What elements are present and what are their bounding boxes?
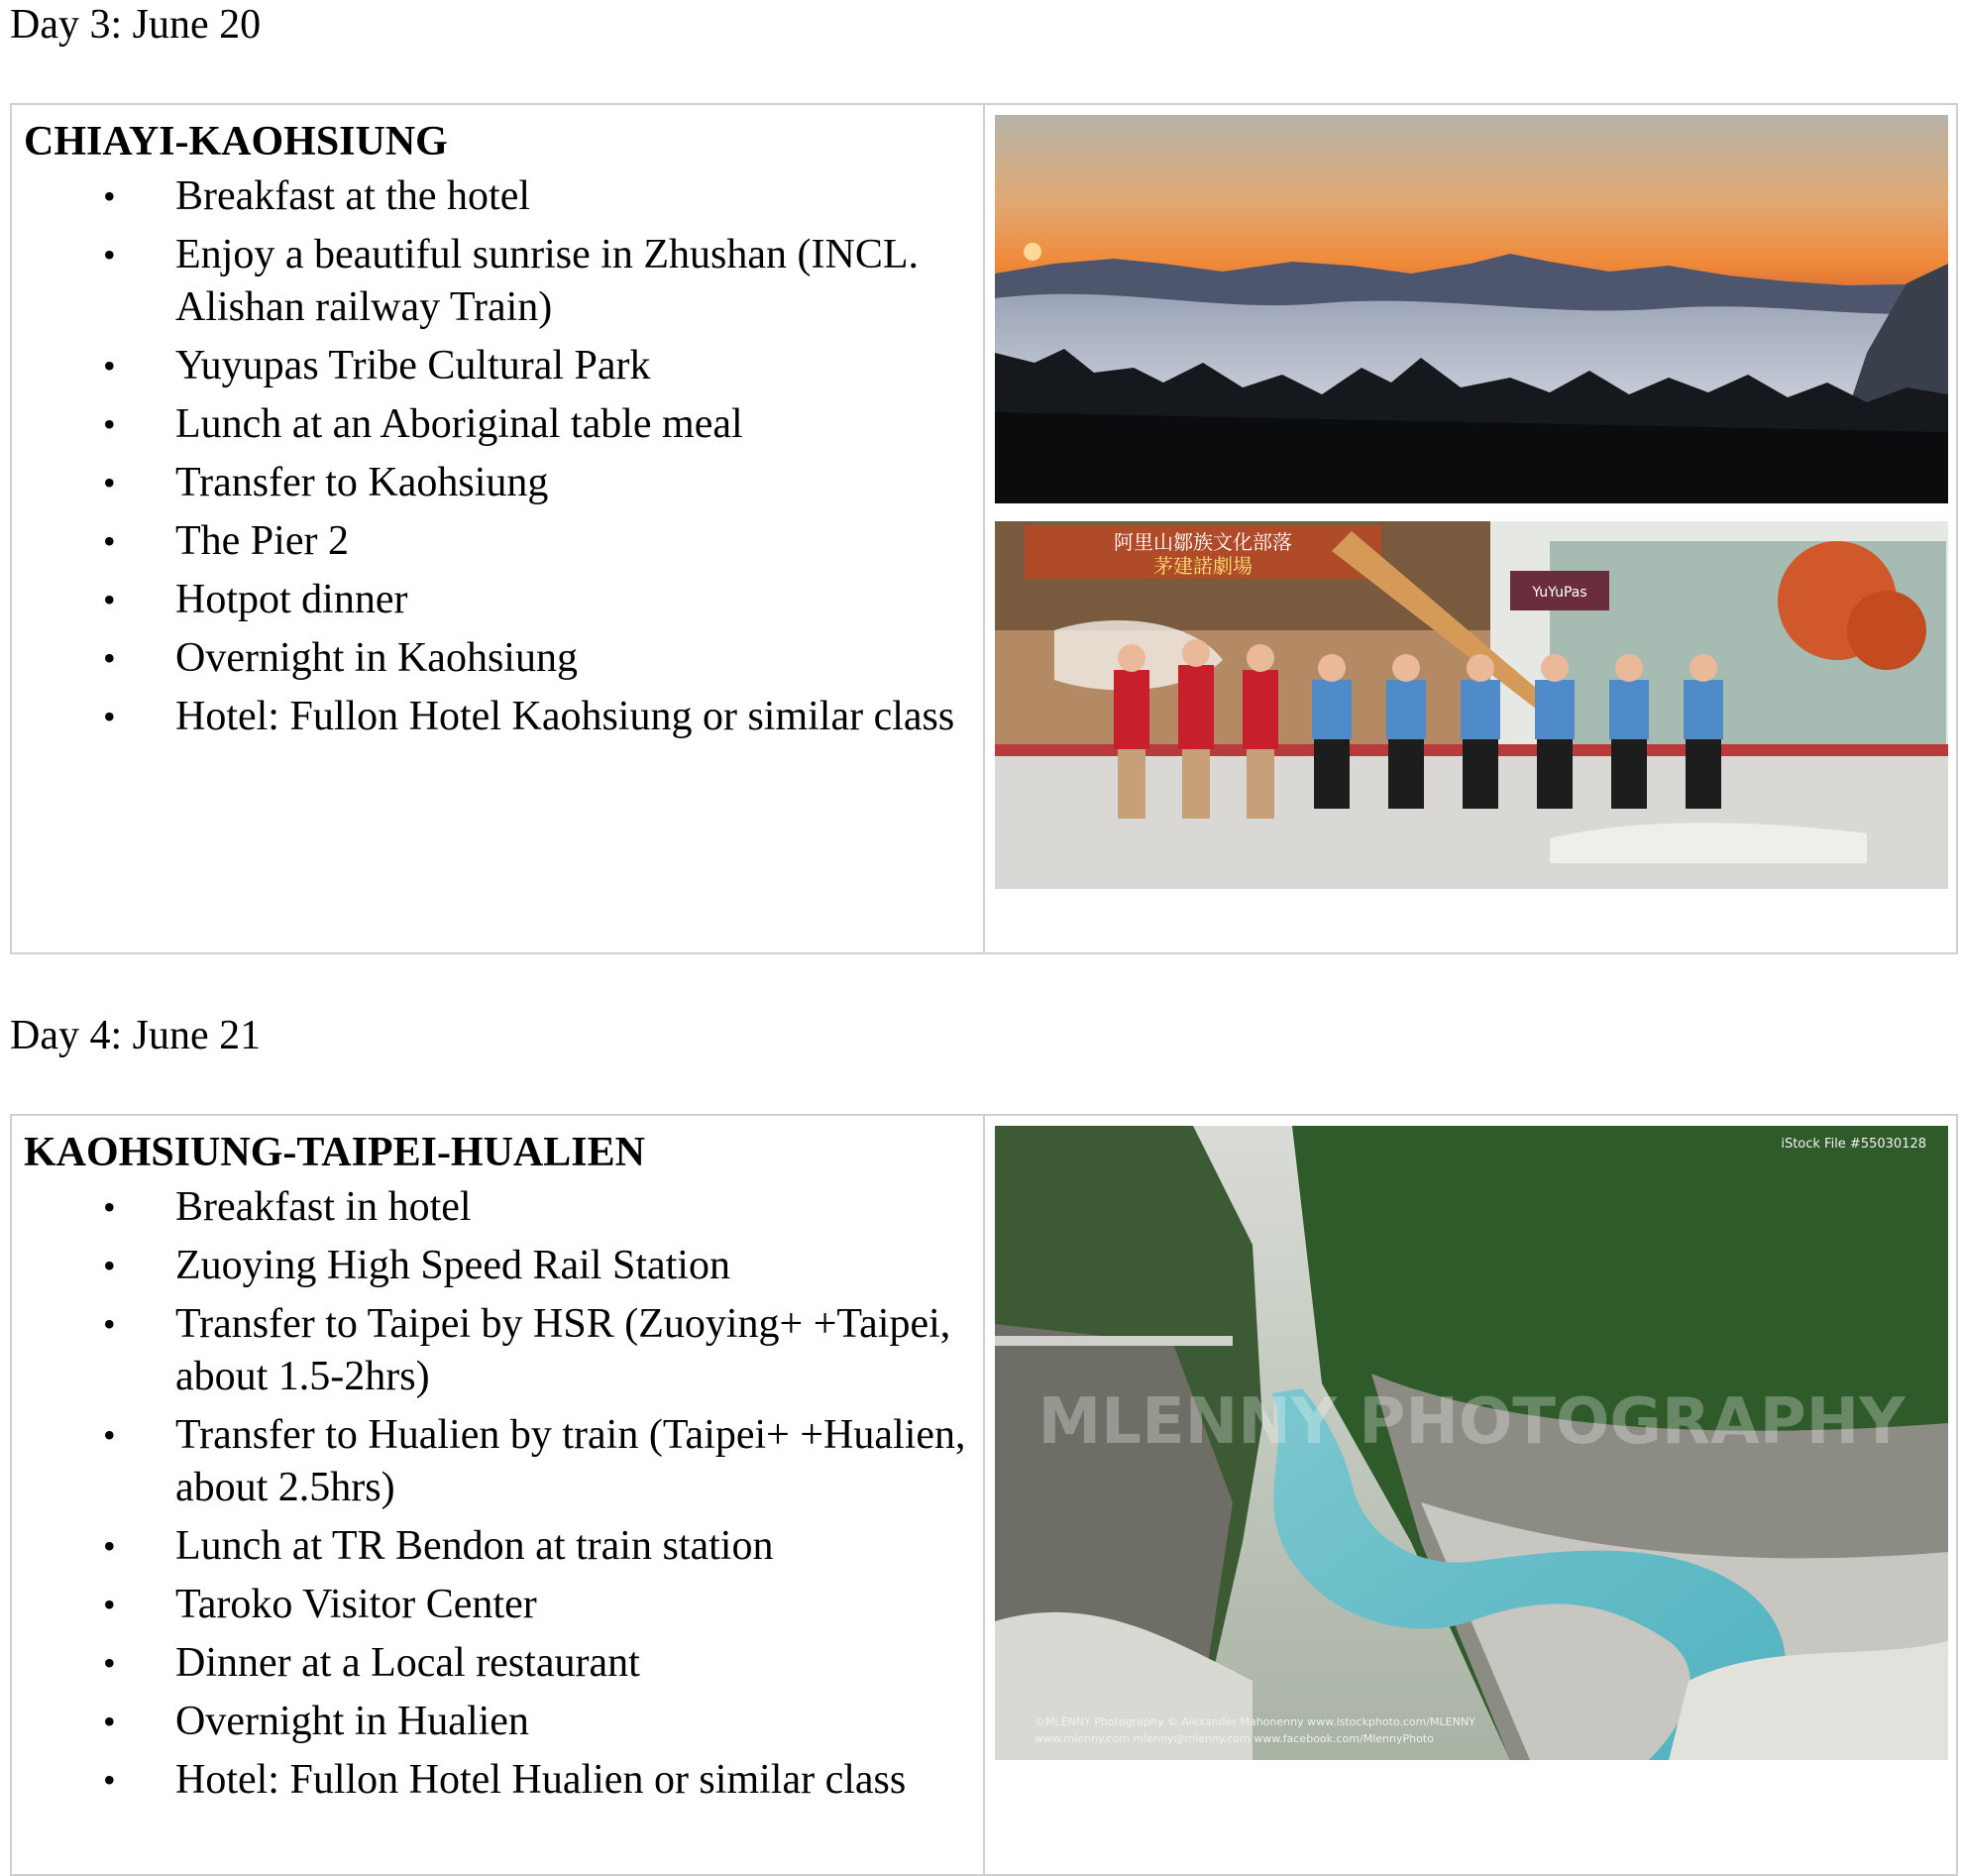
bullet-icon: • xyxy=(103,1702,116,1741)
day-3-itinerary-cell xyxy=(12,105,985,952)
bullet-icon: • xyxy=(103,1187,116,1227)
day-4-label: Day 4: June 21 xyxy=(10,1013,262,1058)
stock-id-text: iStock File #55030128 xyxy=(1781,1137,1926,1152)
sunrise-sea-of-clouds-photo xyxy=(995,115,1948,503)
day-4-table xyxy=(10,1114,1958,1876)
bullet-icon: • xyxy=(103,346,116,386)
day-3-itinerary-list xyxy=(24,170,983,743)
list-item: • Taroko Visitor Center xyxy=(24,1579,968,1631)
list-item: • Transfer to Hualien by train (Taipei+ +Hualien, about 2.5hrs) xyxy=(24,1409,968,1514)
bullet-icon: • xyxy=(103,1526,116,1566)
bullet-icon: • xyxy=(103,1585,116,1624)
day-4-title: KAOHSIUNG-TAIPEI-HUALIEN xyxy=(24,1130,645,1175)
bullet-icon: • xyxy=(103,235,116,275)
watermark-text: MLENNY PHOTOGRAPHY xyxy=(1037,1385,1906,1459)
aboriginal-dance-photo xyxy=(995,521,1948,889)
bullet-icon: • xyxy=(103,404,116,444)
day-3-title: CHIAYI-KAOHSIUNG xyxy=(24,119,448,165)
list-item: • The Pier 2 xyxy=(24,515,968,568)
list-item: • Hotel: Fullon Hotel Hualien or similar class xyxy=(24,1754,968,1807)
credit-line-2: www.mlenny.com mlenny@mlenny.com www.facebook.com/MlennyPhoto xyxy=(1035,1732,1434,1745)
list-item: • Transfer to Kaohsiung xyxy=(24,457,968,509)
day-3-table xyxy=(10,103,1958,954)
list-item: • Overnight in Hualien xyxy=(24,1696,968,1748)
bullet-icon: • xyxy=(103,580,116,619)
list-item: • Transfer to Taipei by HSR (Zuoying+ +Taipei, about 1.5-2hrs) xyxy=(24,1298,968,1403)
list-item: • Overnight in Kaohsiung xyxy=(24,632,968,685)
bullet-icon: • xyxy=(103,176,116,216)
bullet-icon: • xyxy=(103,638,116,678)
list-item: • Enjoy a beautiful sunrise in Zhushan (INCL. Alishan railway Train) xyxy=(24,229,968,334)
sign-right-text: YuYuPas xyxy=(1532,585,1587,601)
bullet-icon: • xyxy=(103,1643,116,1683)
bullet-icon: • xyxy=(103,463,116,502)
list-item: • Breakfast at the hotel xyxy=(24,170,968,223)
taroko-gorge-photo xyxy=(995,1126,1948,1760)
sign-top-text: 阿里山鄒族文化部落 xyxy=(1114,530,1292,554)
bullet-icon: • xyxy=(103,1415,116,1455)
list-item: • Zuoying High Speed Rail Station xyxy=(24,1240,968,1292)
sign-bottom-text: 茅建諾劇場 xyxy=(1153,554,1253,578)
list-item: • Breakfast in hotel xyxy=(24,1181,968,1234)
day-4-itinerary-list xyxy=(24,1181,983,1807)
list-item: • Lunch at an Aboriginal table meal xyxy=(24,398,968,451)
list-item: • Hotpot dinner xyxy=(24,574,968,626)
list-item: • Lunch at TR Bendon at train station xyxy=(24,1520,968,1573)
day-4-photo-cell xyxy=(985,1116,1956,1874)
list-item: • Dinner at a Local restaurant xyxy=(24,1637,968,1690)
bullet-icon: • xyxy=(103,521,116,561)
bullet-icon: • xyxy=(103,697,116,736)
bullet-icon: • xyxy=(103,1304,116,1344)
list-item: • Hotel: Fullon Hotel Kaohsiung or similar class xyxy=(24,691,968,743)
day-3-photo-cell xyxy=(985,105,1956,952)
day-3-label: Day 3: June 20 xyxy=(10,2,262,48)
bullet-icon: • xyxy=(103,1246,116,1285)
day-4-itinerary-cell xyxy=(12,1116,985,1874)
credit-line-1: ©MLENNY Photography © Alexander Mahonenny www.istockphoto.com/MLENNY xyxy=(1035,1715,1475,1728)
list-item: • Yuyupas Tribe Cultural Park xyxy=(24,340,968,392)
bullet-icon: • xyxy=(103,1760,116,1800)
